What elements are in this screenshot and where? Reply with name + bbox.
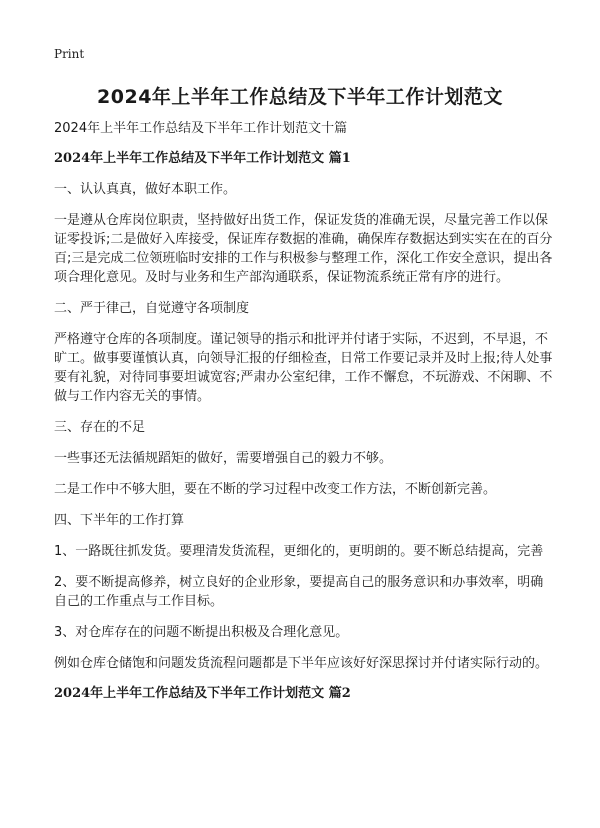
page-title: 2024年上半年工作总结及下半年工作计划范文: [97, 86, 503, 108]
paragraph: 2、要不断提高修养，树立良好的企业形象，要提高自己的服务意识和办事效率，明确自己的工作重点与工作目标。: [54, 575, 544, 609]
paragraph: 严格遵守仓库的各项制度。谨记领导的指示和批评并付诸于实际，不迟到，不早退，不旷工。做事要谨慎认真，向领导汇报的仔细检查，日常工作要记录并及时上报;待人处事要有礼貌，对待同事要坦诚宽容;严肃办公室纪律，工作不懈怠，不玩游戏、不闲聊、不做与工作内容无关的事情。: [54, 332, 553, 404]
paragraph: 3、对仓库存在的问题不断提出积极及合理化意见。: [54, 625, 349, 640]
paragraph: 例如仓库仓储饱和问题发货流程问题都是下半年应该好好深思探讨并付诸实际行动的。: [54, 656, 549, 671]
paragraph: 1、一路既往抓发货。要理清发货流程，更细化的，更明朗的。要不断总结提高，完善: [54, 544, 544, 559]
paragraph-heading: 一、认认真真，做好本职工作。: [54, 182, 237, 197]
paragraph-heading: 四、下半年的工作打算: [54, 513, 185, 528]
document-subtitle: 2024年上半年工作总结及下半年工作计划范文十篇: [54, 121, 348, 136]
document-body: [54, 120, 554, 715]
paragraph-heading: 三、存在的不足: [54, 420, 146, 435]
print-link[interactable]: Print: [54, 47, 85, 61]
paragraph: 二是工作中不够大胆，要在不断的学习过程中改变工作方法，不断创新完善。: [54, 482, 497, 497]
section-heading-1: 2024年上半年工作总结及下半年工作计划范文 篇1: [54, 151, 351, 166]
paragraph: 一是遵从仓库岗位职责，坚持做好出货工作，保证发货的准确无误，尽量完善工作以保证零投诉;二是做好入库接受，保证库存数据的准确，确保库存数据达到实实在在的百分百;三是完成二位领班临时安排的工作与积极参与整理工作，深化工作安全意识，提出各项合理化意见。及时与业务和生产部沟通联系，保证物流系统正常有序的进行。: [54, 213, 553, 285]
paragraph: 一些事还无法循规蹈矩的做好，需要增强自己的毅力不够。: [54, 451, 393, 466]
section-heading-2: 2024年上半年工作总结及下半年工作计划范文 篇2: [54, 686, 351, 701]
paragraph-heading: 二、严于律己，自觉遵守各项制度: [54, 301, 250, 316]
